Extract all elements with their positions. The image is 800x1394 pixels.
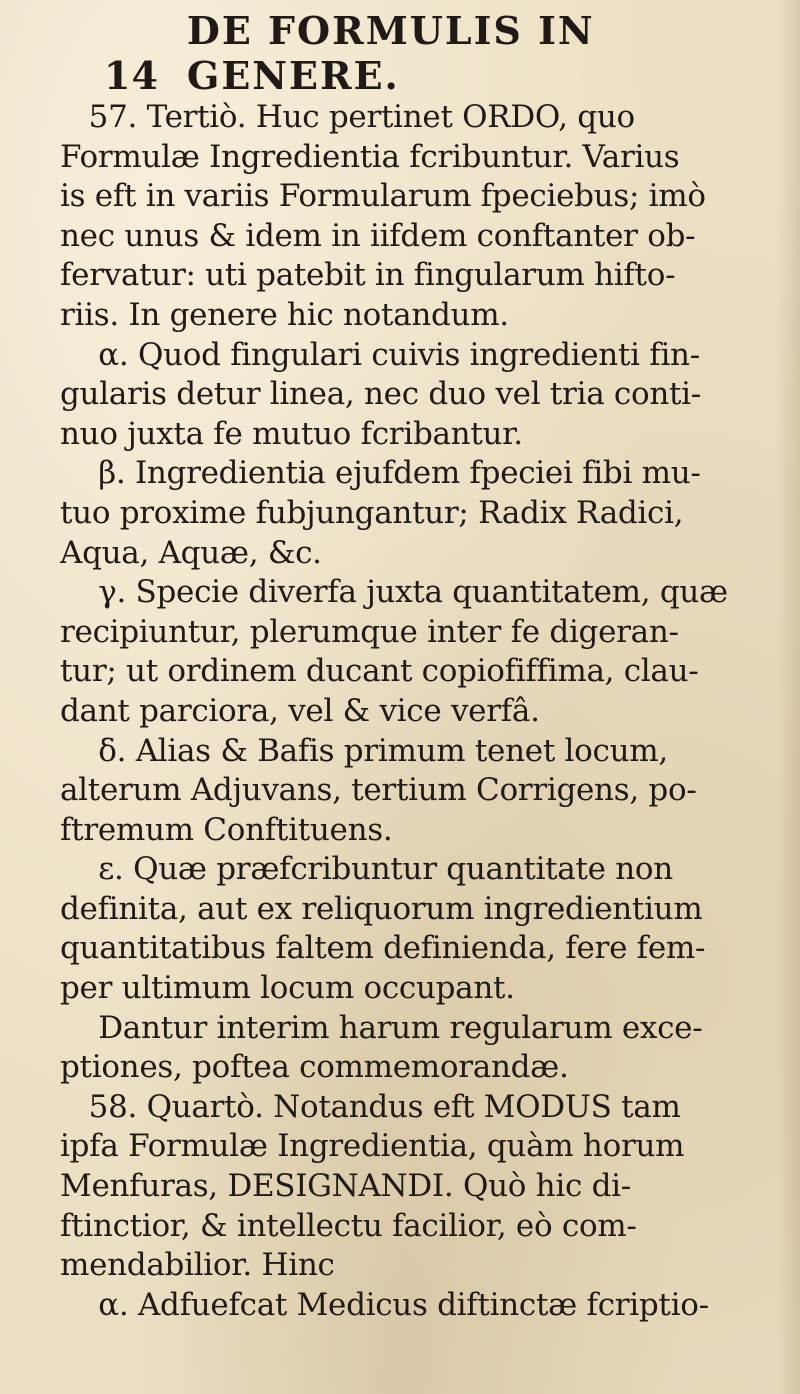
text-line: fervatur: uti patebit in fingularum hifto- (60, 257, 676, 294)
text-line: dant parciora, vel & vice verfâ. (60, 692, 540, 729)
body-text (60, 98, 780, 1325)
text-line: is eft in variis Formularum fpeciebus; imò (60, 178, 706, 215)
text-line: ε. Quæ præfcribuntur quantitate non (60, 851, 673, 888)
text-line: definita, aut ex reliquorum ingredientium (60, 890, 703, 927)
text-line: α. Adfuefcat Medicus diftinctæ fcriptio- (60, 1286, 709, 1323)
text-line: 58. Quartò. Notandus eft MODUS tam (60, 1088, 681, 1125)
text-line: Aqua, Aquæ, &c. (60, 534, 322, 571)
text-line: γ. Specie diverfa juxta quantitatem, quæ (60, 574, 728, 611)
text-line: β. Ingredientia ejufdem fpeciei fibi mu- (60, 455, 701, 492)
text-line: tuo proxime fubjungantur; Radix Radici, (60, 494, 684, 531)
text-line: ftremum Conftituens. (60, 811, 393, 848)
text-line: alterum Adjuvans, tertium Corrigens, po- (60, 772, 697, 809)
page-header (104, 8, 764, 98)
text-line: recipiuntur, plerumque inter fe digeran- (60, 613, 679, 650)
page-number: 14 (104, 53, 159, 98)
text-line: quantitatibus faltem definienda, fere fem- (60, 930, 706, 967)
text-line: ipfa Formulæ Ingredientia, quàm horum (60, 1128, 685, 1165)
page-edge-shadow (776, 0, 800, 1394)
text-line: Dantur interim harum regularum exce- (60, 1009, 703, 1046)
text-line: tur; ut ordinem ducant copiofiffima, clau- (60, 653, 699, 690)
text-line: 57. Tertiò. Huc pertinet ORDO, quo (60, 99, 635, 135)
text-line: nuo juxta fe mutuo fcribantur. (60, 415, 523, 452)
text-line: ftinctior, & intellectu facilior, eò com- (60, 1207, 637, 1244)
text-line: per ultimum locum occupant. (60, 970, 515, 1007)
text-line: gularis detur linea, nec duo vel tria conti- (60, 376, 701, 413)
text-line: mendabilior. Hinc (60, 1247, 335, 1284)
text-line: δ. Alias & Bafis primum tenet locum, (60, 732, 668, 769)
text-line: α. Quod fingulari cuivis ingredienti fin- (60, 336, 700, 373)
text-line: Formulæ Ingredientia fcribuntur. Varius (60, 138, 680, 175)
text-line: Menfuras, DESIGNANDI. Quò hic di- (60, 1168, 631, 1205)
text-line: nec unus & idem in iifdem conftanter ob- (60, 217, 696, 254)
running-title: DE FORMULIS IN GENERE. (186, 8, 595, 98)
text-line: ptiones, poftea commemorandæ. (60, 1049, 569, 1086)
text-line: riis. In genere hic notandum. (60, 296, 509, 333)
